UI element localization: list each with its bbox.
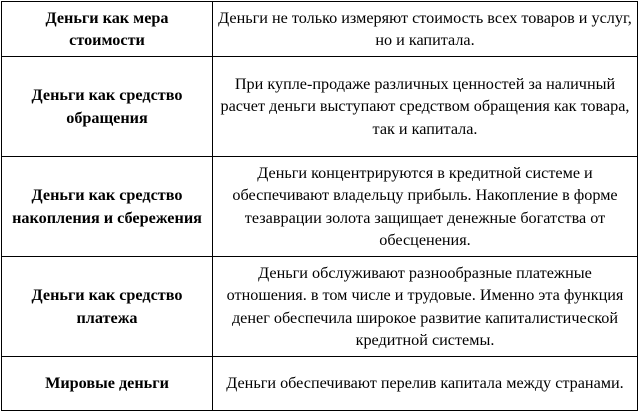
table-row [2,157,638,257]
function-description-cell: При купле-продаже различных ценностей за наличный расчет деньги выступают средством обращения как товара, так и капитала. [213,57,638,157]
money-functions-table [1,1,638,411]
table-row [2,357,638,411]
function-name-cell: Деньги как средство накопления и сбережения [2,157,213,257]
table-row [2,57,638,157]
function-name-cell: Деньги как средство платежа [2,257,213,357]
function-name-cell: Деньги как средство обращения [2,57,213,157]
table-row [2,257,638,357]
table-row [2,2,638,57]
function-description-cell: Деньги концентрируются в кредитной системе и обеспечивают владельцу прибыль. Накопление в форме тезаврации золота защищает денежные богатства от обесценения. [213,157,638,257]
function-description-cell: Деньги обслуживают разнообразные платежные отношения. в том числе и трудовые. Именно эта функция денег обеспечила широкое развитие капиталистической кредитной системы. [213,257,638,357]
function-description-cell: Деньги обеспечивают перелив капитала между странами. [213,357,638,411]
function-name-cell: Мировые деньги [2,357,213,411]
function-name-cell: Деньги как мера стоимости [2,2,213,57]
function-description-cell: Деньги не только измеряют стоимость всех товаров и услуг, но и капитала. [213,2,638,57]
